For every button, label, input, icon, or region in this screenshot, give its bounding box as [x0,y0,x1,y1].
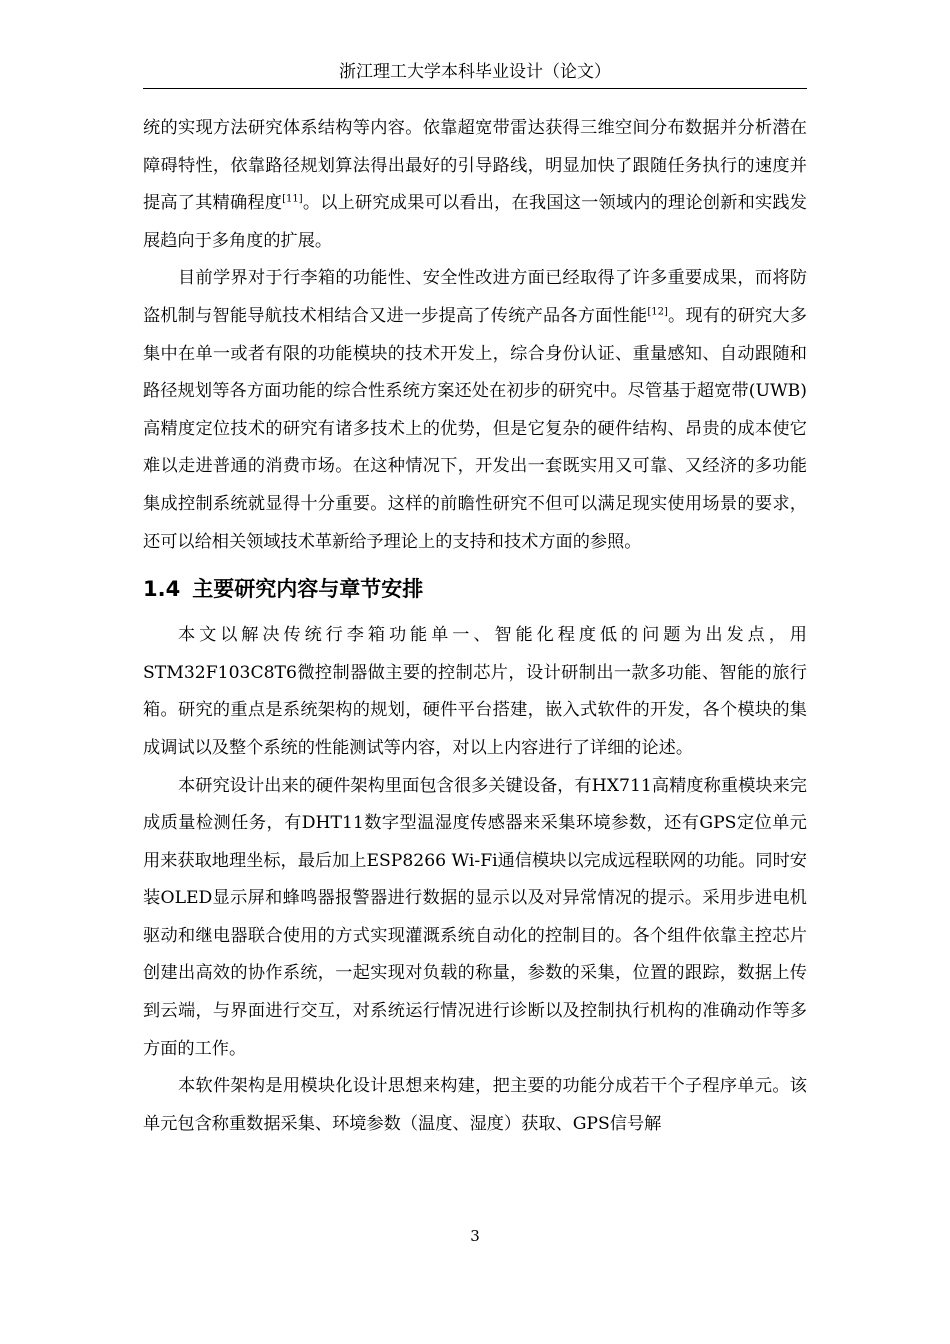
page-header: 浙江理工大学本科毕业设计（论文） [143,60,807,89]
page-number: 3 [470,1227,480,1245]
paragraph: 本研究设计出来的硬件架构里面包含很多关键设备，有HX711高精度称重模块来完成质量检测任务，有DHT11数字型温湿度传感器来采集环境参数，还有GPS定位单元用来获取地理坐标，最后加上ESP8266 Wi-Fi通信模块以完成远程联网的功能。同时安装OLED显示屏和蜂鸣器报警器进行数据的显示以及对异常情况的提示。采用步进电机驱动和继电器联合使用的方式实现灌溉系统自动化的控制目的。各个组件依靠主控芯片创建出高效的协作系统，一起实现对负载的称量，参数的采集，位置的跟踪，数据上传到云端，与界面进行交互，对系统运行情况进行诊断以及控制执行机构的准确动作等多方面的工作。 [143,775,807,1059]
citation: [11] [282,193,303,205]
document-body [143,110,807,1143]
paragraph: 统的实现方法研究体系结构等内容。依靠超宽带雷达获得三维空间分布数据并分析潜在障碍特性，依靠路径规划算法得出最好的引导路线，明显加快了跟随任务执行的速度并提高了其精确程度[11]。以上研究成果可以看出，在我国这一领域内的理论创新和实践发展趋向于多角度的扩展。 [143,118,807,251]
section-title: 主要研究内容与章节安排 [192,577,424,602]
section-heading [143,561,807,617]
paragraph: 目前学界对于行李箱的功能性、安全性改进方面已经取得了许多重要成果，而将防盗机制与智能导航技术相结合又进一步提高了传统产品各方面性能[12]。现有的研究大多集中在单一或者有限的功能模块的技术开发上，综合身份认证、重量感知、自动跟随和路径规划等各方面功能的综合性系统方案还处在初步的研究中。尽管基于超宽带(UWB)高精度定位技术的研究有诸多技术上的优势，但是它复杂的硬件结构、昂贵的成本使它难以走进普通的消费市场。在这种情况下，开发出一套既实用又可靠、又经济的多功能集成控制系统就显得十分重要。这样的前瞻性研究不但可以满足现实使用场景的要求，还可以给相关领域技术革新给予理论上的支持和技术方面的参照。 [143,268,807,552]
section-number: 1.4 [143,577,181,602]
paragraph: 本文以解决传统行李箱功能单一、智能化程度低的问题为出发点，用STM32F103C8T6微控制器做主要的控制芯片，设计研制出一款多功能、智能的旅行箱。研究的重点是系统架构的规划，硬件平台搭建，嵌入式软件的开发，各个模块的集成调试以及整个系统的性能测试等内容，对以上内容进行了详细的论述。 [143,625,807,758]
citation: [12] [647,306,668,318]
paragraph: 本软件架构是用模块化设计思想来构建，把主要的功能分成若干个子程序单元。该单元包含称重数据采集、环境参数（温度、湿度）获取、GPS信号解 [143,1076,807,1134]
